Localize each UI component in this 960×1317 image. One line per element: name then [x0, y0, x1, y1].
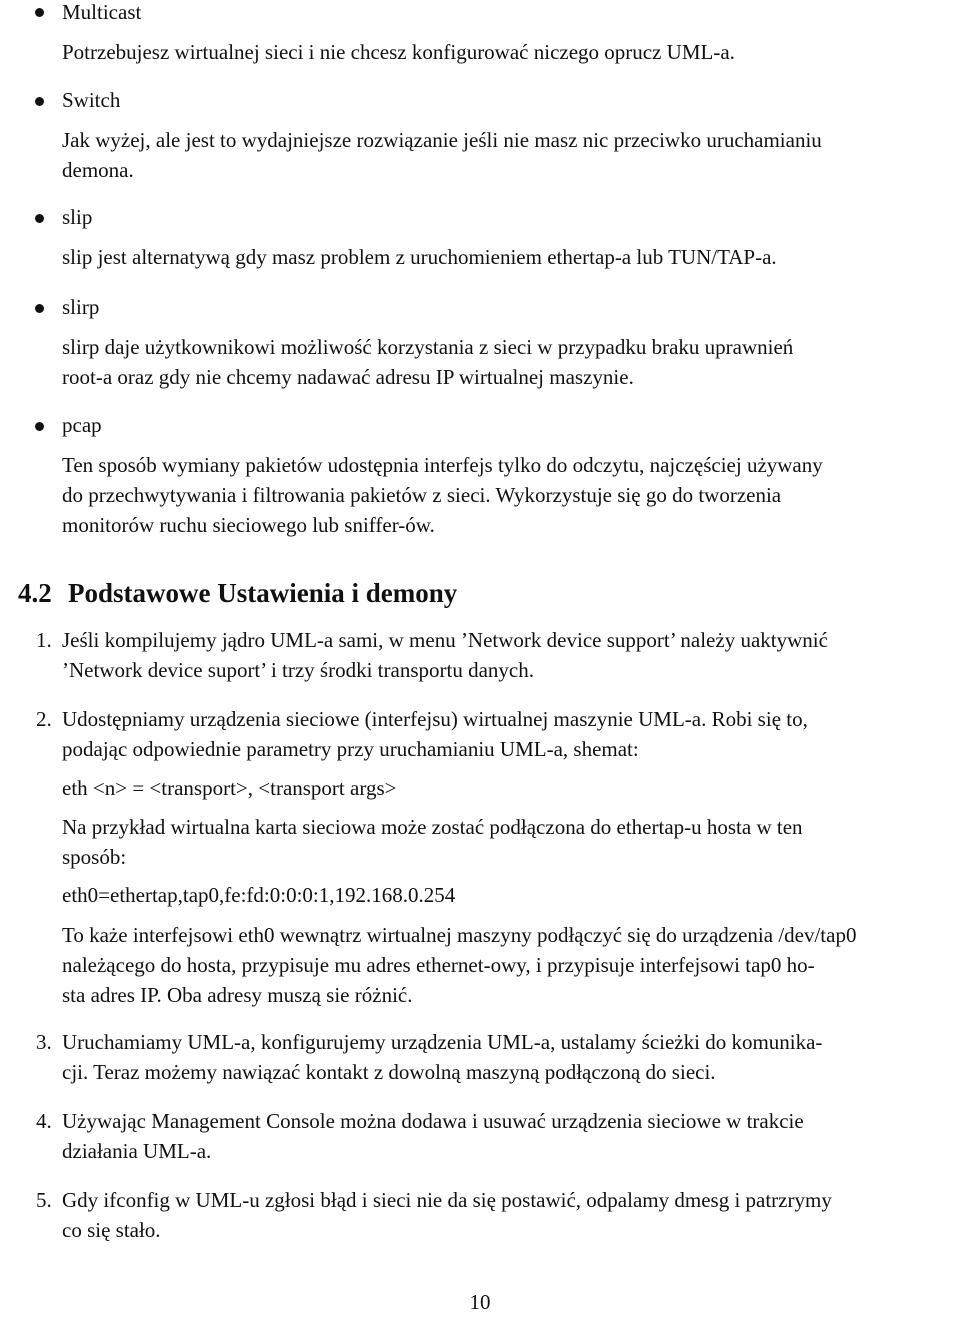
- list-item: [0, 625, 960, 690]
- step-number: 5.: [36, 1188, 52, 1212]
- example-explanation: To każe interfejsowi eth0 wewnątrz wirtualnej maszyny podłączyć się do urządzenia /dev/tap0 należącego do hosta, przypisuje mu adres ethernet-owy, i przypisuje interfejsowi tap0 ho- sta adres IP. Oba adresy muszą sie różnić.: [62, 923, 857, 1007]
- step-number: 1.: [36, 628, 52, 652]
- list-item-description: Jak wyżej, ale jest to wydajniejsze rozwiązanie jeśli nie masz nic przeciwko uruchamianiu demona.: [62, 128, 822, 182]
- list-item-title: slip: [62, 205, 93, 229]
- step-text: Gdy ifconfig w UML-u zgłosi błąd i sieci nie da się postawić, odpalamy dmesg i patrzrymy co się stało.: [62, 1188, 832, 1242]
- list-item: [0, 1106, 960, 1171]
- list-item-description: slirp daje użytkownikowi możliwość korzystania z sieci w przypadku braku uprawnień root-a oraz gdy nie chcemy nadawać adresu IP wirtualnej maszynie.: [62, 335, 794, 389]
- step-number: 4.: [36, 1109, 52, 1133]
- list-item-title: Multicast: [62, 0, 142, 24]
- list-item: [0, 704, 960, 1014]
- list-item-description: slip jest alternatywą gdy masz problem z uruchomieniem ethertap-a lub TUN/TAP-a.: [62, 245, 777, 269]
- bullet-icon: [35, 304, 44, 313]
- example-intro: Na przykład wirtualna karta sieciowa może zostać podłączona do ethertap-u hosta w ten sposób:: [62, 815, 803, 869]
- bullet-icon: [35, 214, 44, 223]
- bullet-icon: [35, 97, 44, 106]
- list-item: [0, 1185, 960, 1250]
- step-number: 3.: [36, 1030, 52, 1054]
- list-item-title: Switch: [62, 88, 121, 112]
- example-line: eth0=ethertap,tap0,fe:fd:0:0:0:1,192.168.0.254: [62, 883, 456, 907]
- list-item-title: slirp: [62, 295, 100, 319]
- page-number: 10: [469, 1290, 491, 1314]
- list-item: [0, 0, 960, 70]
- list-item: [0, 85, 960, 185]
- section-number: 4.2: [18, 578, 52, 608]
- list-item-title: pcap: [62, 413, 102, 437]
- list-item: [0, 202, 960, 272]
- list-item: [0, 292, 960, 392]
- list-item-description: Ten sposób wymiany pakietów udostępnia interfejs tylko do odczytu, najczęściej używany do przechwytywania i filtrowania pakietów z sieci. Wykorzystuje się go do tworzenia monitorów ruchu sieciowego lub sniffer-ów.: [62, 453, 823, 537]
- step-text: Uruchamiamy UML-a, konfigurujemy urządzenia UML-a, ustalamy ścieżki do komunika- cji. Teraz możemy nawiązać kontakt z dowolną maszyną podłączoną do sieci.: [62, 1030, 823, 1084]
- bullet-icon: [35, 8, 44, 17]
- step-text: Udostępniamy urządzenia sieciowe (interfejsu) wirtualnej maszynie UML-a. Robi się to, podając odpowiednie parametry przy uruchamianiu UML-a, shemat:: [62, 707, 808, 761]
- list-item: [0, 1027, 960, 1092]
- step-number: 2.: [36, 707, 52, 731]
- section-title: Podstawowe Ustawienia i demony: [68, 578, 458, 608]
- list-item: [0, 410, 960, 540]
- step-text: Jeśli kompilujemy jądro UML-a sami, w menu ’Network device support’ należy uaktywnić ’Network device suport’ i trzy środki transportu danych.: [62, 628, 828, 682]
- syntax-line: eth <n> = <transport>, <transport args>: [62, 776, 397, 800]
- step-text: Używając Management Console można dodawa i usuwać urządzenia sieciowe w trakcie działania UML-a.: [62, 1109, 804, 1163]
- list-item-description: Potrzebujesz wirtualnej sieci i nie chcesz konfigurować niczego oprucz UML-a.: [62, 40, 735, 64]
- section-heading: [18, 576, 457, 610]
- bullet-icon: [35, 422, 44, 431]
